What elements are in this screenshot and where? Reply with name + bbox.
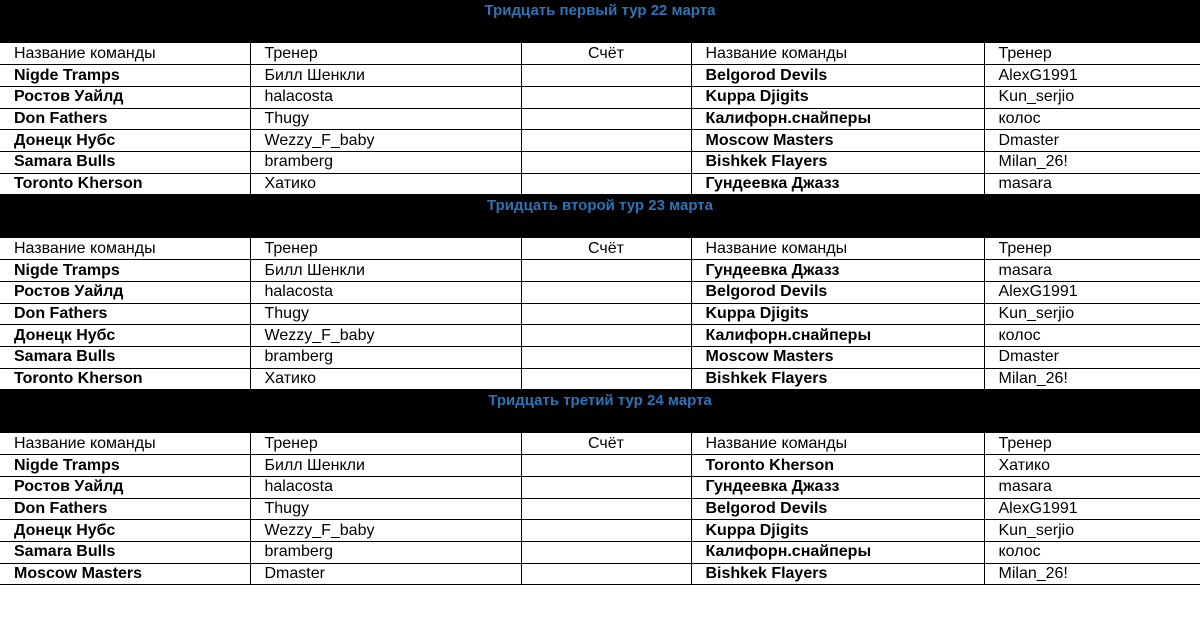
home-team-cell: Донецк Нубс <box>0 520 250 542</box>
away-team-cell: Moscow Masters <box>691 130 984 152</box>
home-coach-cell: Thugy <box>250 303 521 325</box>
home-coach-cell: halacosta <box>250 476 521 498</box>
away-team-cell: Гундеевка Джазз <box>691 173 984 195</box>
score-cell <box>521 130 691 152</box>
home-coach-cell: Билл Шенкли <box>250 455 521 477</box>
home-coach-cell: Wezzy_F_baby <box>250 130 521 152</box>
score-cell <box>521 563 691 585</box>
column-header-away-team: Название команды <box>691 433 984 455</box>
away-coach-cell: AlexG1991 <box>984 498 1200 520</box>
column-header-score: Счёт <box>521 433 691 455</box>
home-coach-cell: Wezzy_F_baby <box>250 325 521 347</box>
home-coach-cell: Билл Шенкли <box>250 260 521 282</box>
away-team-cell: Калифорн.снайперы <box>691 325 984 347</box>
match-row <box>0 476 1200 498</box>
away-coach-cell: masara <box>984 173 1200 195</box>
column-header-home-team: Название команды <box>0 43 250 65</box>
column-header-score: Счёт <box>521 43 691 65</box>
away-team-cell: Belgorod Devils <box>691 498 984 520</box>
column-header-home-team: Название команды <box>0 238 250 260</box>
match-row <box>0 260 1200 282</box>
home-coach-cell: bramberg <box>250 151 521 173</box>
column-header-away-team: Название команды <box>691 238 984 260</box>
score-cell <box>521 346 691 368</box>
column-header-away-coach: Тренер <box>984 43 1200 65</box>
match-row <box>0 130 1200 152</box>
score-cell <box>521 303 691 325</box>
home-coach-cell: Хатико <box>250 173 521 195</box>
match-row <box>0 151 1200 173</box>
fixtures-table <box>0 238 1200 390</box>
away-coach-cell: Kun_serjio <box>984 86 1200 108</box>
score-cell <box>521 260 691 282</box>
column-header-away-coach: Тренер <box>984 238 1200 260</box>
score-cell <box>521 498 691 520</box>
column-header-home-team: Название команды <box>0 433 250 455</box>
home-coach-cell: Билл Шенкли <box>250 65 521 87</box>
round-title: Тридцать первый тур 22 марта <box>484 2 716 19</box>
home-team-cell: Донецк Нубс <box>0 130 250 152</box>
away-coach-cell: Kun_serjio <box>984 520 1200 542</box>
score-cell <box>521 368 691 390</box>
score-cell <box>521 281 691 303</box>
column-header-home-coach: Тренер <box>250 238 521 260</box>
score-cell <box>521 476 691 498</box>
round-title: Тридцать третий тур 24 марта <box>488 392 712 409</box>
match-row <box>0 498 1200 520</box>
away-team-cell: Kuppa Djigits <box>691 86 984 108</box>
match-row <box>0 303 1200 325</box>
match-row <box>0 86 1200 108</box>
home-team-cell: Ростов Уайлд <box>0 476 250 498</box>
score-cell <box>521 325 691 347</box>
away-coach-cell: masara <box>984 260 1200 282</box>
column-header-score: Счёт <box>521 238 691 260</box>
round-header <box>0 195 1200 238</box>
home-team-cell: Toronto Kherson <box>0 368 250 390</box>
home-team-cell: Samara Bulls <box>0 541 250 563</box>
home-team-cell: Ростов Уайлд <box>0 281 250 303</box>
away-coach-cell: AlexG1991 <box>984 281 1200 303</box>
away-coach-cell: Milan_26! <box>984 563 1200 585</box>
home-team-cell: Toronto Kherson <box>0 173 250 195</box>
away-coach-cell: AlexG1991 <box>984 65 1200 87</box>
home-coach-cell: Thugy <box>250 108 521 130</box>
column-header-row <box>0 43 1200 65</box>
away-team-cell: Гундеевка Джазз <box>691 476 984 498</box>
score-cell <box>521 541 691 563</box>
match-row <box>0 368 1200 390</box>
home-team-cell: Don Fathers <box>0 498 250 520</box>
away-team-cell: Kuppa Djigits <box>691 303 984 325</box>
home-coach-cell: Wezzy_F_baby <box>250 520 521 542</box>
home-team-cell: Nigde Tramps <box>0 65 250 87</box>
away-team-cell: Калифорн.снайперы <box>691 541 984 563</box>
away-team-cell: Гундеевка Джазз <box>691 260 984 282</box>
away-coach-cell: Dmaster <box>984 130 1200 152</box>
away-coach-cell: Kun_serjio <box>984 303 1200 325</box>
score-cell <box>521 108 691 130</box>
home-team-cell: Don Fathers <box>0 108 250 130</box>
match-row <box>0 563 1200 585</box>
score-cell <box>521 151 691 173</box>
home-coach-cell: bramberg <box>250 541 521 563</box>
away-team-cell: Kuppa Djigits <box>691 520 984 542</box>
home-coach-cell: bramberg <box>250 346 521 368</box>
away-coach-cell: masara <box>984 476 1200 498</box>
away-coach-cell: Хатико <box>984 455 1200 477</box>
column-header-row <box>0 433 1200 455</box>
fixtures-table <box>0 433 1200 585</box>
home-team-cell: Samara Bulls <box>0 151 250 173</box>
match-row <box>0 173 1200 195</box>
away-team-cell: Bishkek Flayers <box>691 151 984 173</box>
away-team-cell: Belgorod Devils <box>691 281 984 303</box>
match-row <box>0 108 1200 130</box>
match-row <box>0 541 1200 563</box>
away-coach-cell: Milan_26! <box>984 368 1200 390</box>
score-cell <box>521 86 691 108</box>
score-cell <box>521 65 691 87</box>
round-header <box>0 390 1200 433</box>
column-header-away-team: Название команды <box>691 43 984 65</box>
home-team-cell: Don Fathers <box>0 303 250 325</box>
away-coach-cell: колос <box>984 108 1200 130</box>
match-row <box>0 346 1200 368</box>
score-cell <box>521 173 691 195</box>
home-coach-cell: Хатико <box>250 368 521 390</box>
home-team-cell: Донецк Нубс <box>0 325 250 347</box>
column-header-row <box>0 238 1200 260</box>
home-team-cell: Ростов Уайлд <box>0 86 250 108</box>
match-row <box>0 65 1200 87</box>
round-title: Тридцать второй тур 23 марта <box>487 197 713 214</box>
match-row <box>0 281 1200 303</box>
score-cell <box>521 455 691 477</box>
home-coach-cell: halacosta <box>250 86 521 108</box>
score-cell <box>521 520 691 542</box>
home-team-cell: Samara Bulls <box>0 346 250 368</box>
match-row <box>0 325 1200 347</box>
away-coach-cell: Dmaster <box>984 346 1200 368</box>
column-header-home-coach: Тренер <box>250 43 521 65</box>
column-header-away-coach: Тренер <box>984 433 1200 455</box>
home-team-cell: Nigde Tramps <box>0 260 250 282</box>
away-team-cell: Bishkek Flayers <box>691 563 984 585</box>
away-team-cell: Belgorod Devils <box>691 65 984 87</box>
round-header <box>0 0 1200 43</box>
away-team-cell: Bishkek Flayers <box>691 368 984 390</box>
home-team-cell: Moscow Masters <box>0 563 250 585</box>
home-coach-cell: Thugy <box>250 498 521 520</box>
home-team-cell: Nigde Tramps <box>0 455 250 477</box>
away-team-cell: Калифорн.снайперы <box>691 108 984 130</box>
away-team-cell: Toronto Kherson <box>691 455 984 477</box>
away-coach-cell: Milan_26! <box>984 151 1200 173</box>
away-team-cell: Moscow Masters <box>691 346 984 368</box>
match-row <box>0 520 1200 542</box>
away-coach-cell: колос <box>984 541 1200 563</box>
fixtures-table <box>0 43 1200 195</box>
match-row <box>0 455 1200 477</box>
home-coach-cell: halacosta <box>250 281 521 303</box>
home-coach-cell: Dmaster <box>250 563 521 585</box>
away-coach-cell: колос <box>984 325 1200 347</box>
column-header-home-coach: Тренер <box>250 433 521 455</box>
